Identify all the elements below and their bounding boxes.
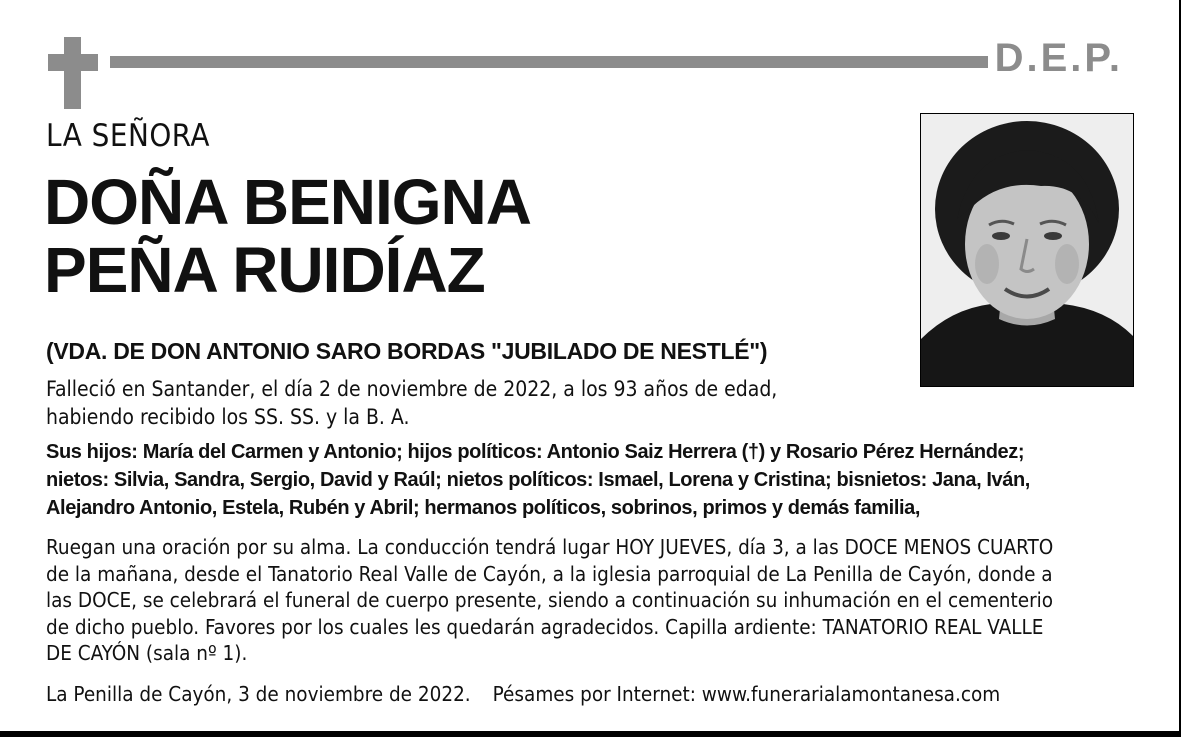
family-line-1: Sus hijos: María del Carmen y Antonio; hijos políticos: Antonio Saiz Herrera (†) y Rosario Pérez Hernández; [46,441,1025,463]
header-rule [110,56,988,68]
dep-label: D.E.P. [994,36,1123,80]
ceremony-line-4: de dicho pueblo. Favores por los cuales les quedarán agradecidos. Capilla ardiente: TANATORIO REAL VALLE [46,614,1044,639]
death-line-1: Falleció en Santander, el día 2 de noviembre de 2022, a los 93 años de edad, [46,377,778,401]
name-line-2: PEÑA RUIDÍAZ [44,234,485,306]
death-line-2: habiendo recibido los SS. SS. y la B. A. [46,405,410,429]
deceased-name [44,168,531,304]
name-line-1: DOÑA BENIGNA [44,166,531,238]
ceremony-line-5: DE CAYÓN (sala nº 1). [46,641,248,665]
ceremony-line-3: las DOCE, se celebrará el funeral de cuerpo presente, siendo a continuación su inhumación en el cementerio [46,588,1054,612]
deceased-photo [920,113,1134,387]
death-details [46,375,846,431]
condolences-link[interactable]: Pésames por Internet: www.funerarialamontanesa.com [492,682,1001,706]
family-list [46,438,1146,522]
ceremony-line-1: Ruegan una oración por su alma. La conducción tendrá lugar HOY JUEVES, día 3, a las DOCE MENOS CUARTO [46,535,1054,559]
family-line-2: nietos: Silvia, Sandra, Sergio, David y Raúl; nietos políticos: Ismael, Lorena y Cristina; bisnietos: Jana, Iván, [46,469,1030,491]
ceremony-details [46,534,1146,667]
cross-icon-bar [48,54,98,71]
place-date: La Penilla de Cayón, 3 de noviembre de 2022. [46,682,471,706]
footer [46,682,1000,706]
ceremony-line-2: de la mañana, desde el Tanatorio Real Valle de Cayón, a la iglesia parroquial de La Penilla de Cayón, donde a [46,561,1053,586]
intro-label: LA SEÑORA [46,118,210,154]
portrait-image [921,114,1133,386]
cross-icon [64,37,81,109]
widow-note: (VDA. DE DON ANTONIO SARO BORDAS "JUBILADO DE NESTLÉ") [46,338,768,364]
family-line-3: Alejandro Antonio, Estela, Rubén y Abril; hermanos políticos, sobrinos, primos y demás familia, [46,497,921,519]
